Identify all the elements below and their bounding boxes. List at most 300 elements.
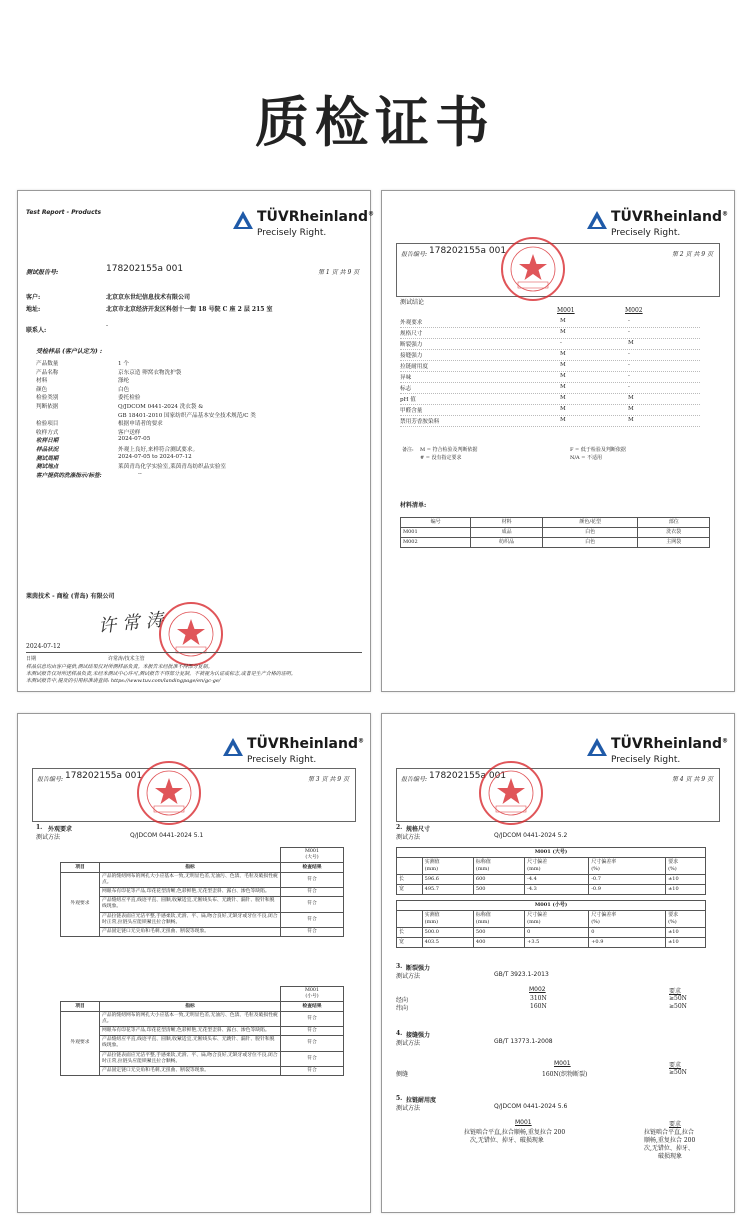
- size-cell: 宽: [397, 938, 423, 948]
- col-m001: M001: [557, 307, 575, 314]
- sample-fields: [36, 359, 356, 479]
- date-label: 日期: [26, 656, 37, 662]
- strength-requirement: ≥50N: [669, 1003, 687, 1010]
- table-header-row: [61, 1002, 344, 1011]
- table-cell: M001: [401, 528, 471, 538]
- strength-direction: 经向: [396, 997, 409, 1004]
- report-page-1: [17, 190, 374, 692]
- conclusion-row: [400, 372, 700, 383]
- field-key: 样品状况: [36, 446, 59, 453]
- strength-row: [396, 995, 706, 1003]
- s3-method: GB/T 3923.1-2013: [494, 971, 549, 978]
- field-row: [36, 359, 356, 368]
- table-row: [61, 1036, 344, 1051]
- index-cell: 产品的缝纫网布的网孔大小应基本一致,无明显色差,无油污、色渍、毛粒及破损性疵点。: [100, 872, 281, 887]
- row-m002: -: [628, 362, 630, 368]
- field-value: 客户送样: [118, 429, 141, 436]
- field-value: --: [138, 470, 142, 477]
- field-row: [36, 393, 356, 402]
- field-key: 判断依据: [36, 403, 59, 410]
- size-cell: +3.5: [525, 938, 589, 948]
- report-header-label: Test Report - Products: [26, 209, 102, 216]
- row-item: 甲醛含量: [400, 408, 423, 414]
- sample-name: M001: [304, 849, 320, 854]
- result-cell: 符合: [281, 897, 344, 912]
- size-cell: +0.9: [589, 938, 666, 948]
- row-m001: M: [560, 362, 566, 368]
- row-item: pH 值: [400, 397, 416, 403]
- report-no-label: 报告编号:: [401, 251, 428, 258]
- result-cell: 符合: [281, 1051, 344, 1066]
- table-header-cell: 项目: [61, 1002, 100, 1011]
- index-cell: 产品拉链表面应光洁平整,手感柔软,光滑、平、扁,吻合良好,无缺牙或牙位不良,闭合时正常,拉链头应能锁紧且拉合顺畅。: [100, 912, 281, 927]
- strength-requirement: ≥50N: [669, 995, 687, 1002]
- s5-method: Q/JDCOM 0441-2024 5.6: [494, 1103, 568, 1110]
- material-table: [400, 517, 710, 548]
- col-m002: M002: [625, 307, 643, 314]
- field-value: 根据申请者的要求: [118, 421, 163, 428]
- field-row: [36, 445, 356, 454]
- size-row: [397, 885, 706, 895]
- seal-stamp-icon: [478, 760, 544, 826]
- index-cell: 网眼布有印花等产品,印花花型清晰,色彩鲜艳,无花型歪斜、露白、渗色等缺陷。: [100, 1027, 281, 1036]
- sign-date: 2024-07-12: [26, 643, 61, 650]
- s4-col: M001: [554, 1060, 571, 1067]
- size-cell: 500: [473, 885, 524, 895]
- seal-stamp-icon: [136, 760, 202, 826]
- report-no: 178202155a 001: [429, 246, 507, 256]
- row-m001: M: [560, 329, 566, 335]
- row-m002: M: [628, 406, 634, 412]
- conclusion-row: [400, 383, 700, 394]
- s4-method-label: 测试方法: [396, 1040, 421, 1047]
- field-key: 产品名称: [36, 369, 59, 376]
- sample-header-row: [61, 848, 344, 863]
- result-cell: 符合: [281, 1036, 344, 1051]
- field-row: [36, 385, 356, 394]
- field-row: [36, 454, 356, 463]
- conclusion-row: [400, 350, 700, 361]
- row-item: 拉链耐用度: [400, 364, 428, 370]
- row-item: 标志: [400, 386, 412, 392]
- size-header-cell: 实测值 (mm): [422, 858, 473, 875]
- table-header-row: [61, 863, 344, 872]
- sample-size: (小号): [305, 994, 319, 1000]
- size-cell: 宽: [397, 885, 423, 895]
- material-title: 材料清单:: [400, 502, 427, 509]
- brand-registered: ®: [358, 737, 364, 745]
- table-row: [61, 1027, 344, 1036]
- index-cell: 产品拉链表面应光洁平整,手感柔软,光滑、平、扁,吻合良好,无缺牙或牙位不良,闭合时正常,拉链头应能锁紧且拉合顺畅。: [100, 1051, 281, 1066]
- result-cell: 符合: [281, 928, 344, 937]
- s5-req-line4: 破损现象: [658, 1153, 683, 1160]
- tuv-logo: [587, 209, 728, 245]
- brand-tagline: Precisely Right.: [611, 755, 681, 765]
- size-header-cell: 标称值 (mm): [473, 858, 524, 875]
- section-title: 测试结论: [400, 299, 425, 306]
- conclusion-row: [400, 394, 700, 405]
- size-title-row: [397, 848, 706, 858]
- field-key: 测试周期: [36, 455, 59, 462]
- table-header-cell: 项目: [61, 863, 100, 872]
- signer-label: 许常涛/技术主管: [108, 656, 145, 662]
- size-cell: 400: [473, 938, 524, 948]
- section-number: 1.: [36, 824, 43, 831]
- row-m001: M: [560, 417, 566, 423]
- s5-method-label: 测试方法: [396, 1105, 421, 1112]
- signature: 许 常 涛: [97, 609, 165, 638]
- s3-col: M002: [529, 986, 546, 993]
- s3-req: 要求: [669, 988, 682, 995]
- field-key: 客户提供的洗涤指示/标签:: [36, 472, 102, 479]
- row-item: 规格尺寸: [400, 331, 423, 337]
- field-key: 收样日期: [36, 438, 59, 445]
- s2-title: 规格尺寸: [406, 826, 431, 833]
- s5-value-line1: 拉链啮合平直,拉合顺畅,重复拉合 200: [464, 1129, 566, 1136]
- s4-row-value: 160N(织物断裂): [542, 1071, 588, 1078]
- s2-method: Q/JDCOM 0441-2024 5.2: [494, 832, 568, 839]
- row-m001: M: [560, 384, 566, 390]
- s5-req-line3: 次,无错位、掉牙、: [644, 1145, 694, 1152]
- s3-number: 3.: [396, 963, 403, 970]
- footnote-1: 样品信息均由客户提供,测试结果仅对所测样品负责。本报告未经批准不得部分复制。: [26, 664, 213, 670]
- field-key: 检验类别: [36, 395, 59, 402]
- table-header-cell: 编号: [401, 518, 471, 528]
- brand-name: TÜVRheinland: [257, 209, 368, 225]
- field-value: 2024-07-05 to 2024-07-12: [118, 453, 192, 460]
- s5-col: M001: [515, 1119, 532, 1126]
- table-cell: 成品: [471, 528, 543, 538]
- table-header-cell: 检查结果: [281, 863, 344, 872]
- client-label: 客户:: [26, 294, 41, 301]
- size-cell: 596.6: [422, 875, 473, 885]
- table-cell: 洗衣袋: [638, 528, 710, 538]
- field-row: [36, 368, 356, 377]
- result-cell: 符合: [281, 1011, 344, 1026]
- conclusion-row: [400, 328, 700, 339]
- size-cell: 500: [473, 928, 524, 938]
- field-key: 收样方式: [36, 429, 59, 436]
- conclusion-row: [400, 361, 700, 372]
- legend-hash: # = 没有指定要求: [420, 455, 462, 461]
- s5-req-line2: 顺畅,重复拉合 200: [644, 1137, 696, 1144]
- result-cell: 符合: [281, 912, 344, 927]
- index-cell: 产品固定链口无尖角和毛刺,无扭曲、断裂等现象。: [100, 1067, 281, 1076]
- contact: -: [106, 322, 109, 329]
- page-counter: 第 2 页 共 9 页: [671, 251, 713, 258]
- sample-header-row: [61, 987, 344, 1002]
- report-no: 178202155a 001: [429, 771, 507, 781]
- table-row: [61, 872, 344, 887]
- appearance-table-large: [60, 847, 344, 937]
- size-cell: 长: [397, 875, 423, 885]
- size-header-row: [397, 858, 706, 875]
- size-cell: ±10: [666, 938, 706, 948]
- blank-cell: [61, 848, 281, 863]
- table-header-row: [401, 518, 710, 528]
- page-counter: 第 4 页 共 9 页: [671, 776, 713, 783]
- index-cell: 产品的缝纫网布的网孔大小应基本一致,无明显色差,无油污、色渍、毛粒及破损性疵点。: [100, 1011, 281, 1026]
- group-cell: 外观要求: [61, 1011, 100, 1076]
- table-header-cell: 材料: [471, 518, 543, 528]
- s5-number: 5.: [396, 1095, 403, 1102]
- report-no-label: 测试报告号:: [26, 269, 59, 276]
- table-header-cell: 颜色/花型: [542, 518, 637, 528]
- report-no-label: 报告编号:: [401, 776, 428, 783]
- legend-m: M = 符合检验及判断依据: [420, 447, 478, 453]
- address-label: 地址:: [26, 306, 41, 313]
- field-value: 1 个: [118, 361, 129, 367]
- strength-value: 310N: [530, 995, 547, 1002]
- address: 北京市北京经济开发区科创十一街 18 号院 C 座 2 层 215 室: [106, 306, 273, 313]
- row-m002: -: [628, 318, 630, 324]
- field-row: [36, 436, 356, 445]
- table-row: [61, 1067, 344, 1076]
- size-header-cell: [397, 858, 423, 875]
- size-cell: -0.9: [589, 885, 666, 895]
- s4-req: 要求: [669, 1062, 682, 1069]
- tuv-logo: [233, 209, 374, 245]
- table-row: [61, 897, 344, 912]
- size-header-cell: 要求 (%): [666, 858, 706, 875]
- field-row: [36, 411, 356, 420]
- table-row: [61, 912, 344, 927]
- field-key: 检验项目: [36, 421, 59, 428]
- appearance-table-small: [60, 986, 344, 1076]
- group-cell: 外观要求: [61, 872, 100, 937]
- strength-row: [396, 1003, 706, 1011]
- section-title: 外观要求: [48, 826, 73, 833]
- table-row: [401, 528, 710, 538]
- s3-rows: [396, 995, 706, 1011]
- index-cell: 产品缝纫应平直,线迹平直、圆顺,收紧适宜,无断线头布、无跳针、漏针、脱针和脱线现象。: [100, 897, 281, 912]
- field-key: 材料: [36, 378, 48, 385]
- brand-tagline: Precisely Right.: [247, 755, 317, 765]
- footnote-3: 本测试报告中,提及的引用标准请查阅: https://www.tuv.com/landingpage/en/gc-ge/: [26, 678, 221, 684]
- s5-req: 要求: [669, 1121, 682, 1128]
- table-cell: M002: [401, 538, 471, 548]
- table-row: [61, 1011, 344, 1026]
- brand-name: TÜVRheinland: [611, 736, 722, 752]
- result-cell: 符合: [281, 888, 344, 897]
- s2-method-label: 测试方法: [396, 834, 421, 841]
- s4-row-req: ≥50N: [669, 1069, 687, 1076]
- brand-registered: ®: [722, 737, 728, 745]
- row-m001: M: [560, 351, 566, 357]
- report-no-label: 报告编号:: [37, 776, 64, 783]
- method: Q/JDCOM 0441-2024 5.1: [130, 832, 204, 839]
- s5-value-line2: 次,无错位、掉牙、破损现象: [470, 1137, 544, 1144]
- table-row: [401, 538, 710, 548]
- size-header-cell: 尺寸偏差 (mm): [525, 858, 589, 875]
- result-cell: 符合: [281, 1027, 344, 1036]
- report-no: 178202155a 001: [65, 771, 143, 781]
- conclusion-list: [400, 317, 700, 427]
- size-cell: 495.7: [422, 885, 473, 895]
- size-cell: 403.5: [422, 938, 473, 948]
- report-page-3: [17, 713, 371, 1213]
- row-item: 接缝强力: [400, 353, 423, 359]
- brand-registered: ®: [368, 210, 374, 218]
- table-header-cell: 部位: [638, 518, 710, 528]
- field-row: [36, 402, 356, 411]
- field-key: 颜色: [36, 386, 48, 393]
- table-header-cell: 指标: [100, 863, 281, 872]
- s5-req-line1: 拉链啮合平直,拉合: [644, 1129, 694, 1136]
- table-row: [61, 1051, 344, 1066]
- brand-tagline: Precisely Right.: [611, 228, 681, 238]
- size-row: [397, 875, 706, 885]
- strength-value: 160N: [530, 1003, 547, 1010]
- report-page-2: [381, 190, 735, 692]
- size-cell: 600: [473, 875, 524, 885]
- s5-title: 拉链耐用度: [406, 1097, 437, 1104]
- company-name: 莱茵技术 - 商检 (青岛) 有限公司: [26, 593, 115, 600]
- size-title-row: [397, 901, 706, 911]
- legend-na: N/A = 不适用: [570, 455, 603, 461]
- row-item: 外观要求: [400, 320, 423, 326]
- report-no: 178202155a 001: [106, 264, 184, 274]
- row-m002: M: [628, 340, 634, 346]
- legend-f: F = 低于检验及判断依据: [570, 447, 626, 453]
- sample-header-cell: [281, 848, 344, 863]
- field-row: [36, 376, 356, 385]
- row-m001: M: [560, 373, 566, 379]
- s3-title: 断裂强力: [406, 965, 431, 972]
- result-cell: 符合: [281, 1067, 344, 1076]
- brand-tagline: Precisely Right.: [257, 228, 327, 238]
- row-m002: -: [628, 373, 630, 379]
- size-header-row: [397, 911, 706, 928]
- table-cell: 主网袋: [638, 538, 710, 548]
- size-table-large: [396, 847, 706, 895]
- row-m002: -: [628, 351, 630, 357]
- sample-title: 受检样品 (客户认定为) :: [36, 348, 103, 355]
- brand-name: TÜVRheinland: [611, 209, 722, 225]
- field-value: GB 18401-2010 国家纺织产品基本安全技术规范/C 类: [118, 412, 256, 419]
- result-cell: 符合: [281, 872, 344, 887]
- client-name: 北京京东世纪信息技术有限公司: [106, 294, 191, 301]
- table-header-cell: 检查结果: [281, 1002, 344, 1011]
- sample-size: (大号): [305, 855, 319, 861]
- size-cell: ±10: [666, 928, 706, 938]
- brand-name: TÜVRheinland: [247, 736, 358, 752]
- field-value: 京东京造 卵窝衣物洗护袋: [118, 369, 182, 376]
- report-page-4: [381, 713, 735, 1213]
- page-title: 质检证书: [255, 91, 495, 154]
- s4-row-label: 侧缝: [396, 1071, 409, 1078]
- field-value: 涤纶: [118, 378, 130, 385]
- legend-label: 备注:: [402, 447, 414, 453]
- s4-title: 接缝强力: [406, 1032, 431, 1039]
- seal-stamp-icon: [158, 601, 224, 667]
- row-m001: M: [560, 406, 566, 412]
- conclusion-row: [400, 416, 700, 427]
- size-cell: 0: [589, 928, 666, 938]
- row-item: 断裂强力: [400, 342, 423, 348]
- field-value: 外观上良好,来样符合测试要求。: [118, 446, 199, 453]
- size-cell: 0: [525, 928, 589, 938]
- footnote-2: 本测试报告仅对所送样品负责,未经本测试中心许可,测试报告不得部分复制。不被视为认证或标志,或者是生产合格的证明。: [26, 671, 296, 677]
- tuv-logo: [223, 736, 364, 772]
- tuv-triangle-icon: [587, 211, 607, 229]
- size-header-cell: 尺寸偏差 (mm): [525, 911, 589, 928]
- brand-registered: ®: [722, 210, 728, 218]
- tuv-triangle-icon: [233, 211, 253, 229]
- size-cell: -4.3: [525, 885, 589, 895]
- row-item: 禁用芳香胺染料: [400, 419, 440, 425]
- size-header-cell: 标称值 (mm): [473, 911, 524, 928]
- size-header-cell: 尺寸偏差率 (%): [589, 911, 666, 928]
- field-value: 莱茵青岛化学实验室,莱茵青岛纺织品实验室: [118, 464, 227, 471]
- row-m002: M: [628, 395, 634, 401]
- field-key: 产品数量: [36, 361, 59, 367]
- conclusion-row: [400, 317, 700, 328]
- size-cell: ±10: [666, 885, 706, 895]
- row-m002: -: [628, 384, 630, 390]
- table-row: [61, 928, 344, 937]
- field-row: [36, 471, 356, 480]
- size-title-cell: M001 (小号): [397, 901, 706, 911]
- field-value: Q/JDCOM 0441-2024 洗衣袋 &: [118, 403, 204, 410]
- field-key: 测试地点: [36, 464, 59, 471]
- size-cell: 500.0: [422, 928, 473, 938]
- sample-name: M001: [304, 988, 320, 993]
- row-m002: -: [628, 329, 630, 335]
- method-label: 测试方法: [36, 834, 61, 841]
- index-cell: 产品固定链口无尖角和毛刺,无扭曲、断裂等现象。: [100, 928, 281, 937]
- field-value: 2024-07-05: [118, 436, 151, 443]
- row-m002: M: [628, 417, 634, 423]
- s4-method: GB/T 13773.1-2008: [494, 1038, 553, 1045]
- page-counter: 第 3 页 共 9 页: [307, 776, 349, 783]
- row-m001: M: [560, 395, 566, 401]
- field-value: 委托检验: [118, 395, 141, 402]
- size-table-small: [396, 900, 706, 948]
- size-header-cell: 要求 (%): [666, 911, 706, 928]
- row-item: 异味: [400, 375, 412, 381]
- field-row: [36, 462, 356, 471]
- conclusion-row: [400, 405, 700, 416]
- conclusion-row: [400, 339, 700, 350]
- size-header-cell: 实测值 (mm): [422, 911, 473, 928]
- size-cell: -0.7: [589, 875, 666, 885]
- size-header-cell: [397, 911, 423, 928]
- table-cell: 纺织品: [471, 538, 543, 548]
- tuv-logo: [587, 736, 728, 772]
- contact-label: 联系人:: [26, 327, 47, 334]
- index-cell: 网眼布有印花等产品,印花花型清晰,色彩鲜艳,无花型歪斜、露白、渗色等缺陷。: [100, 888, 281, 897]
- field-row: [36, 428, 356, 437]
- table-header-cell: 指标: [100, 1002, 281, 1011]
- table-row: [61, 888, 344, 897]
- sign-divider: [26, 652, 362, 653]
- size-cell: -4.4: [525, 875, 589, 885]
- index-cell: 产品缝纫应平直,线迹平直、圆顺,收紧适宜,无断线头布、无跳针、漏针、脱针和脱线现象。: [100, 1036, 281, 1051]
- size-cell: 长: [397, 928, 423, 938]
- s4-number: 4.: [396, 1030, 403, 1037]
- tuv-triangle-icon: [587, 738, 607, 756]
- size-header-cell: 尺寸偏差率 (%): [589, 858, 666, 875]
- strength-direction: 纬向: [396, 1005, 409, 1012]
- field-value: 白色: [118, 386, 130, 393]
- size-row: [397, 928, 706, 938]
- sample-header-cell: [281, 987, 344, 1002]
- row-m001: -: [560, 340, 562, 346]
- seal-stamp-icon: [500, 236, 566, 302]
- blank-cell: [61, 987, 281, 1002]
- size-title-cell: M001 (大号): [397, 848, 706, 858]
